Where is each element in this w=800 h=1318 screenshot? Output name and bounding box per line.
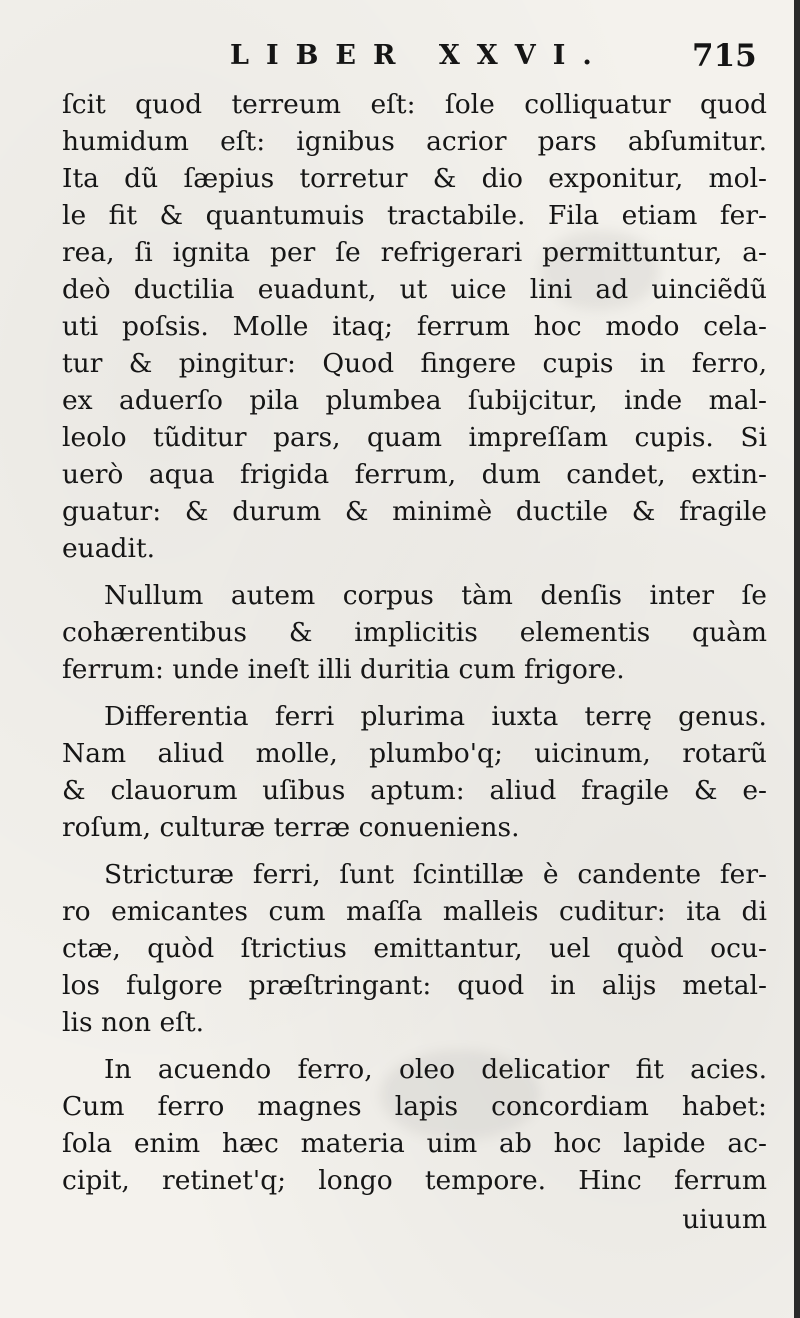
text-line: In acuendo ferro, oleo delicatior fit acies. [104,1054,767,1085]
text-line: Differentia ferri plurima iuxta terrę genus. [104,701,767,732]
text-line: lis non eſt. [62,1007,205,1038]
page-header [0,40,800,88]
text-line: euadit. [62,533,156,564]
text-line: Ita dũ ſæpius torretur & dio exponitur, mol- [62,163,767,194]
paragraph [62,1051,767,1199]
text-line: humidum eſt: ignibus acrior pars abſumitur. [62,126,767,157]
text-line: ex aduerſo pila plumbea ſubijcitur, inde mal- [62,385,767,416]
text-line: leolo tũditur pars, quam impreſſam cupis. Si [62,422,767,453]
text-line: cohærentibus & implicitis elementis quàm [62,617,767,648]
text-line: ſola enim hæc materia uim ab hoc lapide ac- [62,1128,767,1159]
text-line: uerò aqua frigida ferrum, dum candet, extin- [62,459,767,490]
text-line: ferrum: unde ineſt illi duritia cum frigore. [62,654,625,685]
paragraph [62,86,767,567]
catchword: uiuum [682,1204,767,1235]
text-line: roſum, culturæ terræ conueniens. [62,812,520,843]
page-number: 715 [692,38,757,74]
text-line: guatur: & durum & minimè ductile & fragile [62,496,767,527]
text-line: deò ductilia euadunt, ut uice lini ad uinciẽdũ [62,274,767,305]
text-line: tur & pingitur: Quod fingere cupis in ferro, [62,348,767,379]
running-head: LIBER XXVI. [230,40,609,71]
text-line: uti poſsis. Molle itaq; ferrum hoc modo cela- [62,311,767,342]
text-line: & clauorum uſibus aptum: aliud fragile & e- [62,775,767,806]
text-line: ctæ, quòd ſtrictius emittantur, uel quòd ocu- [62,933,767,964]
paragraph [62,856,767,1041]
text-line: ro emicantes cum maſſa malleis cuditur: ita di [62,896,767,927]
text-line: le fit & quantumuis tractabile. Fila etiam fer- [62,200,767,231]
paragraph [62,698,767,846]
text-line: ſcit quod terreum eſt: ſole colliquatur quod [62,89,767,120]
text-line: rea, ſi ignita per ſe refrigerari permittuntur, a- [62,237,767,268]
text-line: los fulgore præſtringant: quod in alijs metal- [62,970,767,1001]
text-line: cipit, retinet'q; longo tempore. Hinc ferrum [62,1165,767,1196]
paragraph [62,577,767,688]
text-line: Stricturæ ferri, ſunt ſcintillæ è candente fer- [104,859,767,890]
text-line: Nam aliud molle, plumbo'q; uicinum, rotarũ [62,738,767,769]
text-line: Nullum autem corpus tàm denſis inter ſe [104,580,767,611]
text-line: Cum ferro magnes lapis concordiam habet: [62,1091,767,1122]
body-text [62,86,767,1238]
